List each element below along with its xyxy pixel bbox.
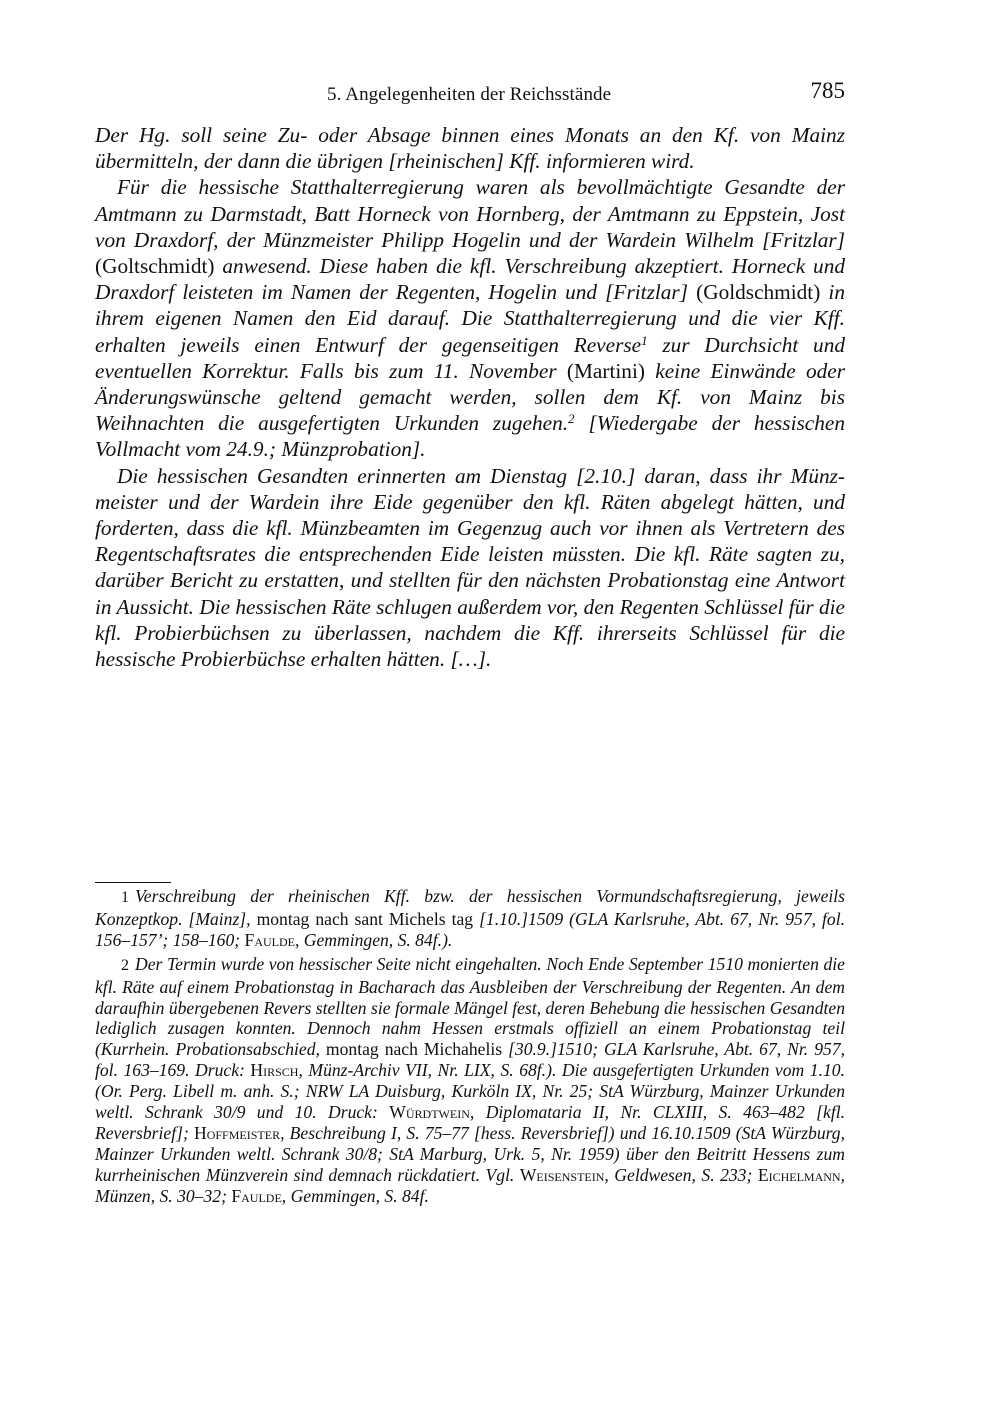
- p2-text-b: (Goltschmidt): [95, 254, 223, 279]
- fn1-text-e: , Gemmingen, S. 84f.).: [294, 929, 453, 950]
- fn2-author-wuerdtwein: Würdtwein: [389, 1102, 470, 1123]
- p2-text-a: Für die hessische Statthalterregierung waren als bevollmächtigte Gesandte der Amtmann zu Darmstadt, Batt Horneck von Hornberg, der Amtmann zu Eppstein, Jost von Draxdorf, der Münzmeister Philipp Hogelin und der Wardein Wilhelm [Fritzlar]: [95, 175, 845, 252]
- fn1-text-c: [1.10.]1509 (GLA Karlsruhe, Abt. 67, Nr. 957, fol. 156–157’; 158–160;: [95, 908, 845, 950]
- footnote-ref-2: 2: [568, 411, 575, 427]
- p2-text-i: [Wiedergabe der hessischen Vollmacht vom 24.9.; Münzprobation].: [95, 411, 845, 462]
- paragraph-3: [95, 463, 845, 673]
- footnotes: [95, 886, 845, 1210]
- fn2-author-hirsch: Hirsch: [250, 1060, 299, 1081]
- main-text: [95, 122, 845, 672]
- fn1-author-faulde: Faulde: [244, 929, 295, 950]
- footnote-1: [95, 886, 845, 951]
- fn2-text-k: , Geldwesen, S. 233;: [604, 1164, 758, 1185]
- footnote-2-number: 2: [121, 956, 129, 974]
- fn2-author-hoffmeister: Hoffmeister: [194, 1122, 281, 1143]
- fn2-text-o: , Gemmingen, S. 84f.: [281, 1185, 429, 1206]
- footnote-ref-1: 1: [641, 332, 648, 348]
- p2-text-h: keine Einwände oder Änderungswünsche geltend gemacht werden, sollen dem Kf. von Mainz bis Weihnachten die ausgefertigten Urkunden zugehen.: [95, 358, 845, 436]
- p2-text-e: in ihrem eigenen Namen den Eid darauf. Die Statthalterregierung und die vier Kff. erhalten jeweils einen Entwurf der gegenseitigen Reverse: [95, 280, 845, 357]
- footnote-2: [95, 954, 845, 1207]
- paragraph-2: [95, 174, 845, 462]
- fn2-text-b: montag nach Michahelis: [319, 1039, 509, 1060]
- fn1-text-b: montag nach sant Michels tag: [250, 908, 480, 929]
- p2-text-d: (Goldschmidt): [688, 280, 829, 305]
- p2-text-c: anwesend. Diese haben die kfl. Verschreibung akzeptiert. Horneck und Draxdorf leisteten im Namen der Regenten, Hogelin und [Fritzlar]: [95, 254, 846, 305]
- fn1-text-a: Verschreibung der rheinischen Kff. bzw. der hessischen Vormundschaftsregierung, jeweils Konzeptkop. [Mainz],: [95, 886, 845, 929]
- running-head: 5. Angelegenheiten der Reichsstände: [327, 84, 612, 105]
- p2-text-f: zur Durchsicht und eventuellen Korrektur. Falls bis zum 11. November: [95, 332, 845, 383]
- p2-text-g: (Martini): [556, 358, 656, 383]
- fn2-text-g: , Diplomataria II, Nr. CLXIII, S. 463–482 [kfl. Reversbrief];: [95, 1102, 845, 1143]
- footnote-rule: [95, 882, 171, 883]
- p1-text: Der Hg. soll seine Zu- oder Absage binnen eines Monats an den Kf. von Mainz übermitteln, der dann die übrigen [rheinischen] Kff. informieren wird.: [95, 123, 845, 174]
- paragraph-1: [95, 122, 845, 174]
- fn2-text-e: , Münz-Archiv VII, Nr. LIX, S. 68f.). Die ausgefertigten Urkunden vom 1.10. (Or. Perg. Libell m. anh. S.; NRW LA Duisburg, Kurköln IX, Nr. 25; StA Würzburg, Mainzer Urkunden weltl. Schrank 30/9 und 10. Druck:: [95, 1060, 845, 1123]
- page-number: 785: [810, 78, 845, 103]
- fn2-author-faulde: Faulde: [231, 1185, 282, 1206]
- fn2-author-eichelmann: Eichelmann: [757, 1164, 841, 1185]
- fn2-text-c: [30.9.]1510; GLA Karlsruhe, Abt. 67, Nr. 957, fol. 163–169. Druck:: [95, 1039, 845, 1081]
- fn2-text-a: Der Termin wurde von hessischer Seite nicht eingehalten. Noch Ende September 1510 monierten die kfl. Räte auf einem Probationstag in Bacharach das Ausbleiben der Verschreibung der Regenten. An dem daraufhin übergebenen Revers stellten sie formale Mängel fest, deren Behebung die hessischen Gesandten lediglich zusagen konnten. Dennoch nahm Hessen erstmals offiziell an einem Probationstag teil (Kurrhein. Probationsabschied,: [95, 953, 845, 1060]
- fn2-text-i: , Beschreibung I, S. 75–77 [hess. Reversbrief]) und 16.10.1509 (StA Würzburg, Mainzer Urkunden weltl. Schrank 30/8; StA Marburg, Urk. 5, Nr. 1959) über den Beitritt Hessens zum kurrheinischen Münzverein sind demnach rückdatiert. Vgl.: [95, 1122, 846, 1185]
- footnote-1-number: 1: [121, 889, 129, 906]
- fn2-author-weisenstein: Weisenstein: [519, 1164, 605, 1185]
- fn2-text-m: , Münzen, S. 30–32;: [95, 1164, 845, 1206]
- p3-text: Die hessischen Gesandten erinnerten am Dienstag [2.10.] daran, dass ihr Münzmeister und der Wardein ihre Eide gegenüber den kfl. Räten abgelegt hätten, und forderten, dass die kfl. Münzbeamten im Gegenzug auch vor ihnen als Vertretern des Regentschaftsrates die entsprechenden Eide leisten müssten. Die kfl. Räte sagten zu, darüber Bericht zu erstatten, und stellten für den nächsten Probationstag eine Antwort in Aussicht. Die hessischen Räte schlugen außerdem vor, den Regenten Schlüssel für die kfl. Probierbüchsen zu überlassen, nachdem die Kff. ihrerseits Schlüssel für die hessische Probierbüchse erhalten hätten. […].: [95, 463, 845, 672]
- page-header: [95, 78, 845, 108]
